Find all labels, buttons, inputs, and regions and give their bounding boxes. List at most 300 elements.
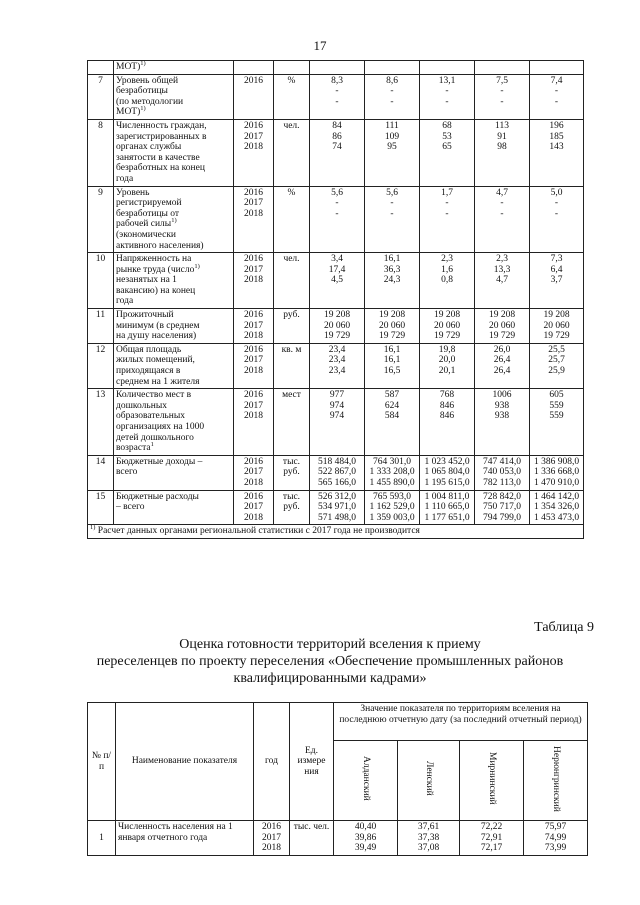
cell-value: 2,3 <box>496 254 508 265</box>
cell-value: 518 484,0 <box>318 456 356 467</box>
cell-value: 111 <box>385 120 399 131</box>
cell-value: 26,0 <box>493 344 511 355</box>
indicator-name-line: Количество мест в <box>116 390 192 401</box>
title-line: Оценка готовности территорий вселения к приему <box>179 637 481 652</box>
value-cell <box>530 253 584 309</box>
cell-value: 5,6 <box>386 187 398 198</box>
value-cell <box>475 343 530 388</box>
indicator-name-line: года <box>116 296 134 307</box>
value-cell <box>420 455 475 490</box>
row-number: 11 <box>88 309 114 344</box>
cell-value: 20 060 <box>378 320 406 331</box>
indicator-name-line: активного населения) <box>116 240 204 251</box>
indicator-name <box>114 343 234 388</box>
table-caption: Таблица 9 <box>534 620 594 635</box>
cell-value: 185 <box>549 131 564 142</box>
value-cell <box>530 389 584 456</box>
year-value: 2017 <box>244 400 263 411</box>
year-value: 2018 <box>244 142 263 153</box>
cell-value: 20 060 <box>323 320 351 331</box>
indicator-name-line: приходящаяся в <box>116 366 181 377</box>
value-cell <box>310 389 365 456</box>
territory-label: Мирнинский <box>486 752 497 805</box>
cell-value: 764 301,0 <box>373 456 411 467</box>
year-value: 2017 <box>262 832 281 843</box>
readiness-table <box>87 702 588 856</box>
year-cell <box>234 490 274 525</box>
cell-value: 74,99 <box>544 832 567 843</box>
table-row <box>88 343 584 388</box>
cell-value: 846 <box>439 400 455 411</box>
cell-value: 25,5 <box>548 344 565 355</box>
cell-value: 72,17 <box>480 843 503 854</box>
cell-value: 1 386 908,0 <box>533 456 580 467</box>
value-cell <box>334 821 398 856</box>
cell-value: 143 <box>549 142 564 153</box>
cell-value: 19 208 <box>543 310 570 321</box>
cell-value: 20 060 <box>543 320 570 331</box>
cell-value: 16,5 <box>383 366 401 377</box>
cell-value: 113 <box>495 120 509 131</box>
cell-value: 1 023 452,0 <box>424 456 470 467</box>
year-value: 2018 <box>244 411 263 422</box>
cell-value: - <box>335 96 339 107</box>
cell-value: 20,1 <box>438 366 456 377</box>
indicator-name <box>114 186 234 253</box>
cell-value: 522 867,0 <box>318 467 356 478</box>
indicator-name <box>114 61 234 75</box>
cell-value: 16,1 <box>383 254 401 265</box>
indicator-name-line: Напряженность на <box>116 254 192 265</box>
cell-value: 1,7 <box>441 187 453 198</box>
cell-value: 559 <box>549 400 564 411</box>
indicator-name-line: незанятых на 1 <box>116 275 177 286</box>
value-cell <box>365 61 420 75</box>
cell-value: 40,40 <box>354 822 377 832</box>
indicator-name-line: организациях на 1000 <box>116 422 205 432</box>
table-row <box>88 119 584 186</box>
indicator-name <box>114 490 234 525</box>
cell-value: 740 053,0 <box>483 467 521 478</box>
unit-value: руб. <box>283 502 300 513</box>
value-cell <box>475 186 530 253</box>
indicator-name-line: безработных на конец <box>116 163 205 174</box>
value-cell <box>475 61 530 75</box>
indicator-name-line: дошкольных <box>116 400 167 411</box>
year-value: 2016 <box>244 75 263 86</box>
cell-value: 3,4 <box>331 254 343 265</box>
cell-value: 1 453 473,0 <box>533 512 580 523</box>
table-row <box>88 74 584 119</box>
cell-value: 75,97 <box>544 822 567 832</box>
value-cell <box>420 119 475 186</box>
cell-value: - <box>445 198 449 209</box>
value-cell <box>475 74 530 119</box>
value-cell <box>365 119 420 186</box>
cell-value: 20,0 <box>438 355 456 366</box>
value-cell <box>475 455 530 490</box>
cell-value: 587 <box>384 390 400 401</box>
cell-value: 26,4 <box>493 366 511 377</box>
territory-label: Нерюнгринский <box>550 745 561 812</box>
cell-value: 24,3 <box>383 275 401 286</box>
cell-value: 938 <box>494 411 510 422</box>
cell-value: - <box>335 208 339 219</box>
cell-value: 938 <box>494 400 510 411</box>
page-number: 17 <box>313 38 327 53</box>
year-value: 2016 <box>262 822 281 832</box>
cell-value: - <box>335 86 339 97</box>
cell-value: 19 208 <box>323 310 351 321</box>
year-value: 2017 <box>244 131 263 142</box>
indicator-name-line: вакансию) на конец <box>116 285 196 296</box>
indicator-name-line: года <box>116 173 134 184</box>
cell-value: 974 <box>329 400 345 411</box>
table-row <box>88 309 584 344</box>
cell-value: 19 729 <box>488 331 516 342</box>
unit-cell <box>274 61 310 75</box>
cell-value: - <box>500 208 504 219</box>
row-number: 1 <box>88 821 116 856</box>
value-cell <box>310 119 365 186</box>
cell-value: 8,6 <box>386 75 398 86</box>
year-value: 2018 <box>244 512 263 523</box>
cell-value: 1 455 890,0 <box>369 477 415 488</box>
unit-cell <box>274 253 310 309</box>
footnote-marker: 1) <box>140 105 146 113</box>
indicator-name-line: возраста$^1$ <box>116 441 154 454</box>
indicator-name-line: рынке труда (число$^{1)}$ <box>116 262 200 275</box>
cell-value: 65 <box>442 142 452 153</box>
cell-value: 6,4 <box>550 264 563 275</box>
cell-value: 19 729 <box>323 331 351 342</box>
cell-value: 20 060 <box>433 320 461 331</box>
indicator-name-line: детей дошкольного <box>116 432 194 443</box>
unit-cell <box>274 119 310 186</box>
year-cell <box>234 74 274 119</box>
cell-value: 7,4 <box>550 75 563 86</box>
header-territory <box>460 741 524 821</box>
header-territory <box>398 741 460 821</box>
value-cell <box>420 74 475 119</box>
table-row <box>88 61 584 75</box>
indicator-name-line: (по методологии <box>116 96 184 107</box>
value-cell <box>365 455 420 490</box>
year-value: 2016 <box>244 187 263 198</box>
value-cell <box>365 253 420 309</box>
year-value: 2017 <box>244 320 263 331</box>
table-title <box>60 636 600 687</box>
unit-cell <box>274 74 310 119</box>
cell-value: 1 162 529,0 <box>369 502 415 513</box>
footnote-marker: 1) <box>90 524 96 532</box>
cell-value: 565 166,0 <box>318 477 356 488</box>
cell-value: 95 <box>387 142 397 153</box>
value-cell <box>365 74 420 119</box>
cell-value: 1 359 003,0 <box>369 512 415 523</box>
indicator-name-line: на душу населения) <box>116 331 197 342</box>
indicator-name-line: Уровень общей <box>116 75 179 86</box>
cell-value: - <box>390 86 394 97</box>
cell-value: 39,49 <box>354 843 377 854</box>
indicator-name-line: безработицы от <box>116 208 180 219</box>
value-cell <box>475 490 530 525</box>
title-line: переселенцев по проекту переселения «Обеспечение промышленных районов <box>96 654 564 669</box>
cell-value: 747 414,0 <box>483 456 521 467</box>
cell-value: 1 195 615,0 <box>424 477 470 488</box>
cell-value: 750 717,0 <box>483 502 521 513</box>
unit-cell <box>274 343 310 388</box>
value-cell <box>310 61 365 75</box>
cell-value: 7,3 <box>550 254 563 265</box>
cell-value: 13,1 <box>438 75 456 86</box>
year-cell <box>234 455 274 490</box>
value-cell <box>530 343 584 388</box>
year-cell <box>234 253 274 309</box>
cell-value: - <box>554 86 559 97</box>
cell-value: 1 177 651,0 <box>424 512 470 523</box>
cell-value: 37,38 <box>417 832 440 843</box>
cell-value: 36,3 <box>383 264 401 275</box>
value-cell <box>310 253 365 309</box>
cell-value: 571 498,0 <box>318 512 356 523</box>
cell-value: 768 <box>439 390 455 401</box>
cell-value: 37,61 <box>417 822 440 832</box>
indicator-name-line: (экономически <box>116 229 177 240</box>
cell-value: - <box>445 96 449 107</box>
cell-value: - <box>390 96 394 107</box>
indicator-name-line: жилых помещений, <box>116 355 195 366</box>
cell-value: 584 <box>384 411 400 422</box>
table-row <box>88 186 584 253</box>
value-cell <box>530 309 584 344</box>
value-cell <box>420 186 475 253</box>
value-cell <box>420 309 475 344</box>
indicator-name-line: Уровень <box>116 187 150 198</box>
unit-value: руб. <box>283 467 300 478</box>
value-cell <box>310 343 365 388</box>
unit-value: % <box>287 187 296 198</box>
indicator-name-line: всего <box>116 467 138 478</box>
cell-value: 1 354 326,0 <box>533 502 580 513</box>
row-number: 14 <box>88 455 114 490</box>
row-number <box>88 61 114 75</box>
header-name: Наименование показателя <box>116 703 254 821</box>
cell-value: 4,7 <box>496 187 508 198</box>
value-cell <box>365 343 420 388</box>
indicator-name-line: Прожиточный <box>116 310 174 321</box>
cell-value: 3,7 <box>550 275 563 286</box>
value-cell <box>310 74 365 119</box>
unit-value: руб. <box>283 310 300 321</box>
footnote-marker: 1 <box>150 441 154 449</box>
cell-value: 846 <box>439 411 455 422</box>
year-value: 2016 <box>244 491 263 502</box>
title-line: квалифицированными кадрами» <box>233 671 427 686</box>
indicator-name-line: МОТ)$^{1)}$ <box>116 59 146 72</box>
footnote-marker: 1) <box>171 217 177 225</box>
year-cell <box>234 309 274 344</box>
value-cell <box>475 389 530 456</box>
cell-value: 977 <box>329 390 345 401</box>
value-cell <box>530 455 584 490</box>
row-number: 12 <box>88 343 114 388</box>
cell-value: 74 <box>332 142 342 153</box>
cell-value: - <box>554 208 559 219</box>
unit-cell <box>274 389 310 456</box>
unit-value: мест <box>282 390 301 401</box>
row-number: 7 <box>88 74 114 119</box>
table-row <box>88 389 584 456</box>
header-territory <box>524 741 588 821</box>
indicators-table <box>87 60 584 539</box>
cell-value: 5,6 <box>331 187 343 198</box>
indicator-name-line: среднем на 1 жителя <box>116 376 200 387</box>
value-cell <box>310 490 365 525</box>
value-cell <box>310 455 365 490</box>
cell-value: 0,8 <box>441 275 453 286</box>
cell-value: 25,7 <box>548 355 565 366</box>
indicator-name-line: занятости в качестве <box>116 152 200 163</box>
value-cell <box>420 343 475 388</box>
cell-value: 1 110 665,0 <box>424 502 470 513</box>
year-value: 2016 <box>244 344 263 355</box>
cell-value: 109 <box>384 131 400 142</box>
unit-cell <box>274 490 310 525</box>
value-cell <box>398 821 460 856</box>
cell-value: - <box>390 208 394 219</box>
cell-value: 39,86 <box>354 832 377 843</box>
unit-value: кв. м <box>281 344 302 355</box>
cell-value: 19 729 <box>543 331 570 342</box>
indicator-name-line: рабочей силы$^{1)}$ <box>116 217 177 230</box>
cell-value: 19 729 <box>378 331 406 342</box>
table-row <box>88 490 584 525</box>
cell-value: - <box>445 208 449 219</box>
year-value: 2018 <box>244 275 263 286</box>
cell-value: 7,5 <box>496 75 508 86</box>
cell-value: 5,0 <box>550 187 563 198</box>
unit-value: чел. <box>283 254 300 265</box>
value-cell <box>524 821 588 856</box>
year-value: 2017 <box>244 264 263 275</box>
unit-cell <box>274 455 310 490</box>
indicator-name-line: безработицы <box>116 86 168 97</box>
row-number: 9 <box>88 186 114 253</box>
cell-value: - <box>445 86 449 97</box>
cell-value: 20 060 <box>488 320 516 331</box>
indicator-name-line: Общая площадь <box>116 344 182 355</box>
cell-value: 73,99 <box>544 843 567 854</box>
indicator-name-line: Бюджетные доходы – <box>116 456 203 467</box>
indicator-name <box>114 253 234 309</box>
year-value: 2016 <box>244 390 263 401</box>
cell-value: 26,4 <box>493 355 511 366</box>
table-row <box>88 821 588 856</box>
cell-value: 1 004 811,0 <box>424 491 470 502</box>
row-number: 10 <box>88 253 114 309</box>
value-cell <box>530 74 584 119</box>
header-territory <box>334 741 398 821</box>
table-row <box>88 253 584 309</box>
header-num: № п/ п <box>88 703 116 821</box>
year-cell <box>234 389 274 456</box>
year-value: 2018 <box>262 843 281 854</box>
year-value: 2017 <box>244 502 263 513</box>
value-cell <box>530 186 584 253</box>
indicator-name-line: – всего <box>116 502 145 513</box>
unit-value: тыс. <box>282 456 301 467</box>
indicator-name-line: Бюджетные расходы <box>116 491 199 502</box>
cell-value: - <box>500 198 504 209</box>
cell-value: 37,08 <box>417 843 440 854</box>
indicator-name-line: образовательных <box>116 411 185 422</box>
row-number: 15 <box>88 490 114 525</box>
cell-value: 19 208 <box>378 310 406 321</box>
year-value: 2016 <box>244 120 263 131</box>
indicator-name: Численность населения на 1 января отчетного года <box>116 821 254 856</box>
year-value: 2018 <box>244 331 263 342</box>
value-cell <box>365 309 420 344</box>
value-cell <box>530 490 584 525</box>
footnote-marker: 1) <box>194 262 200 270</box>
cell-value: 1,6 <box>441 264 453 275</box>
year-cell <box>254 821 290 856</box>
cell-value: 974 <box>329 411 345 422</box>
footnote-marker: 1) <box>140 59 146 67</box>
cell-value: 782 113,0 <box>483 477 521 488</box>
indicator-name <box>114 389 234 456</box>
table-row <box>88 455 584 490</box>
cell-value: 91 <box>497 131 507 142</box>
cell-value: 53 <box>442 131 452 142</box>
value-cell <box>310 309 365 344</box>
cell-value: 1 333 208,0 <box>369 467 415 478</box>
cell-value: - <box>500 86 504 97</box>
year-value: 2018 <box>244 208 263 219</box>
cell-value: 1 464 142,0 <box>533 491 580 502</box>
year-cell <box>234 119 274 186</box>
value-cell <box>475 253 530 309</box>
row-number: 13 <box>88 389 114 456</box>
cell-value: 559 <box>549 411 564 422</box>
header-year: год <box>254 703 290 821</box>
cell-value: 8,3 <box>331 75 343 86</box>
year-value: 2017 <box>244 467 263 478</box>
cell-value: 16,1 <box>383 355 401 366</box>
year-cell <box>234 186 274 253</box>
indicator-name <box>114 309 234 344</box>
cell-value: 1 336 668,0 <box>533 467 580 478</box>
year-value: 2016 <box>244 310 263 321</box>
indicator-name-line: зарегистрированных в <box>116 131 207 142</box>
cell-value: 4,5 <box>331 275 343 286</box>
value-cell <box>420 490 475 525</box>
value-cell <box>365 389 420 456</box>
unit-value: чел. <box>283 120 300 131</box>
indicator-name-line: минимум (в среднем <box>116 320 200 331</box>
value-cell <box>365 186 420 253</box>
cell-value: - <box>500 96 504 107</box>
cell-value: 23,4 <box>328 355 346 366</box>
cell-value: 23,4 <box>328 344 346 355</box>
year-value: 2016 <box>244 456 263 467</box>
year-value: 2018 <box>244 477 263 488</box>
cell-value: 72,22 <box>480 822 503 832</box>
territory-label: Алданский <box>360 756 371 802</box>
header-group: Значение показателя по территориям вселения на последнюю отчетную дату (за последний отчетный период) <box>334 703 588 741</box>
cell-value: 605 <box>549 390 564 401</box>
